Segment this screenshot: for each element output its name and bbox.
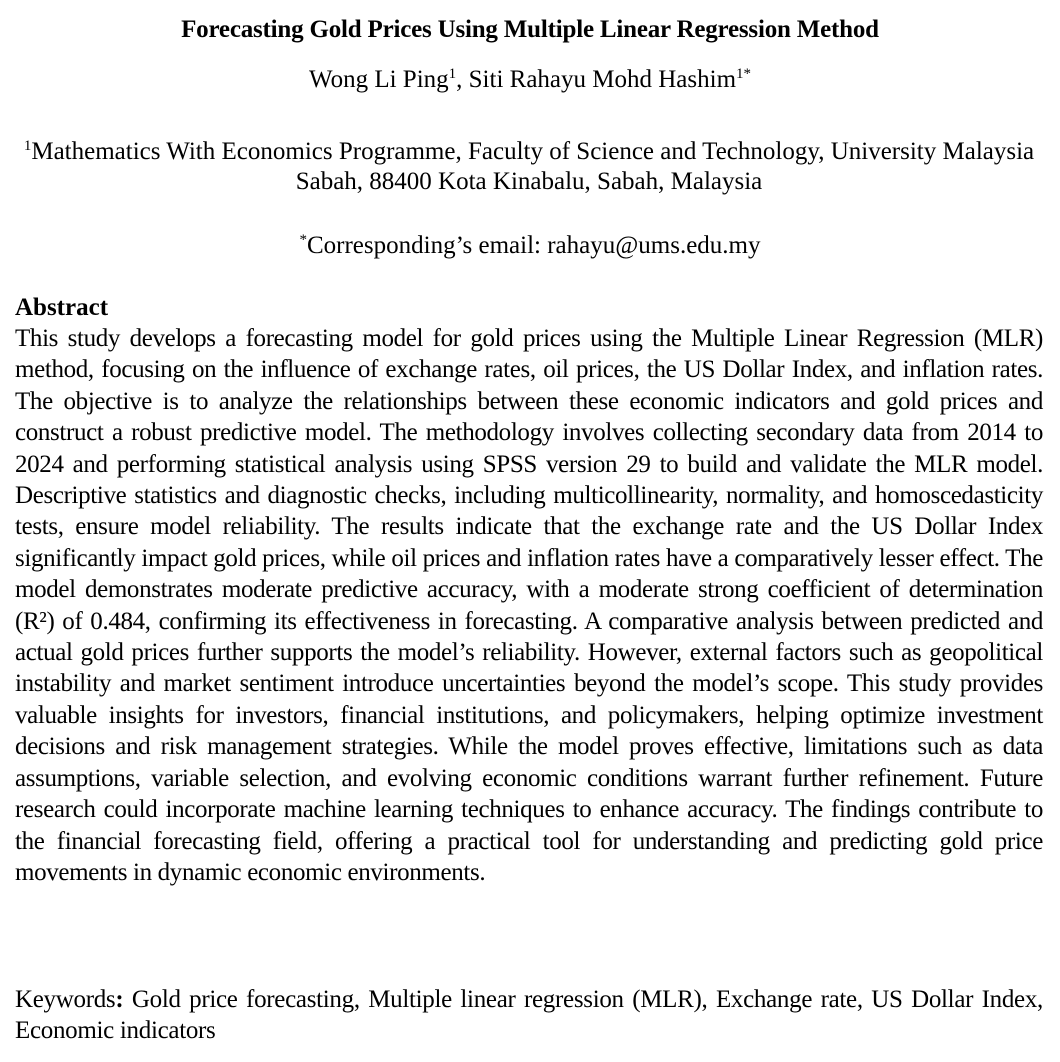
corresponding-mark: * xyxy=(299,232,307,248)
affiliation-text: Mathematics With Economics Programme, Faculty of Science and Technology, University Malaysia Sabah, 88400 Kota Kinabalu, Sabah, Malaysia xyxy=(31,138,1035,195)
corresponding-email-text: Corresponding’s email: rahayu@ums.edu.my xyxy=(306,232,761,259)
keywords-text: Gold price forecasting, Multiple linear regression (MLR), Exchange rate, US Dollar Index, Economic indicators xyxy=(15,986,1043,1045)
keywords-label: Keywords xyxy=(15,986,116,1013)
keywords xyxy=(15,984,1043,1047)
author-name: Siti Rahayu Mohd Hashim xyxy=(468,66,737,93)
author-name: Wong Li Ping xyxy=(308,66,449,93)
affiliation xyxy=(14,137,1044,197)
author-list xyxy=(0,64,1060,96)
keywords-colon: : xyxy=(115,986,124,1013)
affiliation-mark: 1* xyxy=(736,66,752,82)
abstract-body: This study develops a forecasting model for gold prices using the Multiple Linear Regression (MLR) method, focusing on the influence of exchange rates, oil prices, the US Dollar Index, and inflation rates. The objective is to analyze the relationships between these economic indicators and gold prices and construct a robust predictive model. The methodology involves collecting secondary data from 2014 to 2024 and performing statistical analysis using SPSS version 29 to build and validate the MLR model. Descriptive statistics and diagnostic checks, including multicollinearity, normality, and homoscedasticity tests, ensure model reliability. The results indicate that the exchange rate and the US Dollar Index significantly impact gold prices, while oil prices and inflation rates have a comparatively lesser effect. The model demonstrates moderate predictive accuracy, with a moderate strong coefficient of determination (R²) of 0.484, confirming its effectiveness in forecasting. A comparative analysis between predicted and actual gold prices further supports the model’s reliability. However, external factors such as geopolitical instability and market sentiment introduce uncertainties beyond the model’s scope. This study provides valuable insights for investors, financial institutions, and policymakers, helping optimize investment decisions and risk management strategies. While the model proves effective, limitations such as data assumptions, variable selection, and evolving economic conditions warrant further refinement. Future research could incorporate machine learning techniques to enhance accuracy. The findings contribute to the financial forecasting field, offering a practical tool for understanding and predicting gold price movements in dynamic economic environments. xyxy=(15,325,1043,886)
author-separator: , xyxy=(456,66,469,93)
paper-title: Forecasting Gold Prices Using Multiple Linear Regression Method xyxy=(181,16,879,43)
abstract-heading: Abstract xyxy=(15,294,109,321)
affiliation-mark: 1 xyxy=(448,66,457,82)
corresponding-email xyxy=(0,230,1060,262)
affiliation-mark: 1 xyxy=(23,138,32,154)
